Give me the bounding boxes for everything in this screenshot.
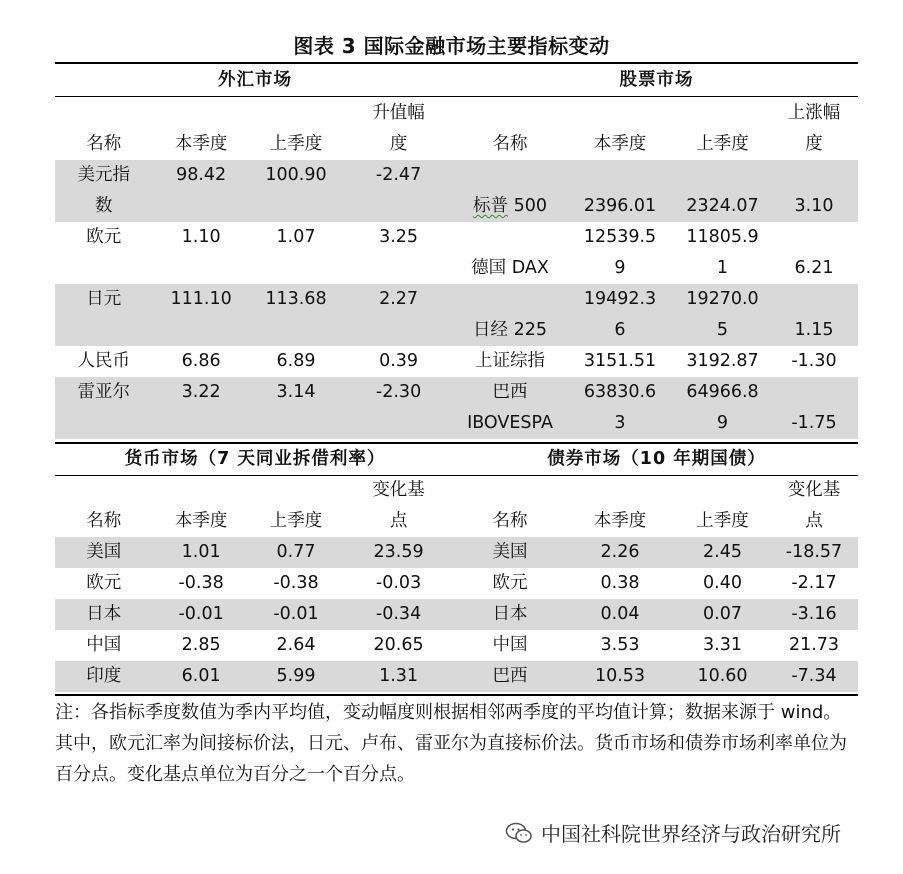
stock-cell-prev-cont: 9 [675,408,770,439]
stock-cell-cur: 63830.6 [565,377,675,408]
table-row-cont [455,408,858,439]
table-row [55,599,455,630]
stock-header-cur: 本季度 [593,134,647,154]
bond-cell-cur: 3.53 [600,635,640,655]
bond-cell-name: 欧元 [492,573,528,593]
table-row [455,599,858,630]
table-row [55,160,455,191]
bond-cell-cur: 10.53 [565,661,675,692]
fx-cell-name: 美元指 [55,160,152,191]
fx-cell-name-cont [55,253,152,284]
stock-cell-change: 3.10 [770,191,858,222]
money-cell-cur: 1.01 [152,537,249,568]
fx-cell-name: 欧元 [86,227,122,247]
stock-section-title: 股票市场 [619,70,694,90]
stock-header-change-2: 度 [805,134,823,154]
money-header-change-1: 变化基 [372,480,425,500]
fx-cell-name: 人民币 [77,351,130,371]
stock-table [455,98,858,439]
money-header-prev: 上季度 [269,511,323,531]
wechat-icon [505,821,533,845]
fx-cell-name: 雷亚尔 [55,377,152,408]
stock-cell-prev-cont: 1 [716,258,729,278]
bond-cell-cur: 0.04 [565,599,675,630]
fx-cell-change: 2.27 [342,284,455,315]
money-cell-prev: -0.01 [250,599,342,630]
spellcheck-underline: 标普 [473,196,509,216]
bond-cell-prev: 2.45 [675,537,770,568]
table-row [55,222,455,253]
fx-cell-change: 0.39 [379,351,419,371]
money-cell-name: 欧元 [86,573,122,593]
table-row [55,630,455,661]
table-row [55,346,455,377]
money-header-cur: 本季度 [174,511,228,531]
stock-cell-name [455,160,565,191]
fx-cell-cur: 6.86 [181,351,221,371]
stock-cell-cur: 3151.51 [583,351,657,371]
money-cell-name: 日本 [55,599,152,630]
table-row [55,568,455,599]
fx-table-wrap [55,98,455,439]
money-cell-change: 23.59 [342,537,455,568]
money-cell-change: -0.34 [342,599,455,630]
money-cell-cur: -0.01 [152,599,249,630]
bond-header-change-1: 变化基 [787,480,841,500]
stock-cell-name-cont [455,191,565,222]
stock-cell-cur: 19492.3 [565,284,675,315]
table-row [55,661,455,692]
money-cell-cur: 2.85 [181,635,221,655]
bond-cell-name: 中国 [492,635,528,655]
stock-cell-cur [565,160,675,191]
bond-cell-prev: 0.40 [703,573,742,593]
table-row-cont [55,191,455,222]
fx-cell-change: 3.25 [379,227,419,247]
table-row [455,661,858,692]
stock-cell-name-cont: 日经 225 [455,315,565,346]
table-row [55,284,455,315]
bottom-rule [55,694,858,696]
fx-cell-change: -2.30 [342,377,455,408]
money-section-title: 货币市场（7 天同业拆借利率） [124,449,386,469]
money-cell-cur: 6.01 [152,661,249,692]
bond-section-title: 债券市场（10 年期国债） [547,449,766,469]
fx-cell-prev: 113.68 [250,284,342,315]
fx-cell-prev: 1.07 [276,227,316,247]
stock-cell-name [455,222,565,253]
table-row-cont [55,253,455,284]
bond-header-prev: 上季度 [696,511,749,531]
stock-name-rest: 500 [508,196,547,216]
stock-cell-change: 6.21 [794,258,834,278]
stock-cell-name: 巴西 [455,377,565,408]
fx-cell-name-cont [55,315,152,346]
table-row [455,284,858,315]
table-row [455,630,858,661]
stock-cell-prev: 3192.87 [686,351,759,371]
money-cell-cur: -0.38 [178,573,224,593]
money-cell-name: 中国 [86,635,122,655]
fx-header-change-1: 升值幅 [372,103,425,123]
bond-header-change-2: 点 [805,511,823,531]
money-header-name: 名称 [86,511,122,531]
stock-cell-name: 上证综指 [475,351,545,371]
stock-cell-name [455,284,565,315]
money-cell-name: 印度 [55,661,152,692]
watermark-text: 中国社科院世界经济与政治研究所 [541,822,841,846]
table-row-cont [455,315,858,346]
fx-cell-prev: 100.90 [250,160,342,191]
fx-cell-name-cont [55,408,152,439]
stock-cell-name-cont: IBOVESPA [455,408,565,439]
money-cell-prev: 2.64 [276,635,316,655]
stock-cell-cur-cont: 9 [614,258,626,278]
fx-header-change-2: 度 [389,134,408,154]
stock-cell-change: 1.15 [770,315,858,346]
table-row [455,222,858,253]
money-header-change-2: 点 [389,511,408,531]
bond-cell-change: -7.34 [770,661,858,692]
table-row-cont [455,253,858,284]
money-cell-change: -0.03 [375,573,422,593]
table-row-cont [455,191,858,222]
fx-cell-change: -2.47 [342,160,455,191]
stock-cell-cur-cont: 2396.01 [565,191,675,222]
table-note: 注：各指标季度数值为季内平均值，变动幅度则根据相邻两季度的平均值计算；数据来源于 wind。其中，欧元汇率为间接标价法，日元、卢布、雷亚尔为直接标价法。货币市场和债券市场利率单位为百分点。变化基点单位为百分之一个百分点。 [55,702,847,785]
stock-cell-change: -1.30 [791,351,837,371]
money-cell-change: 1.31 [342,661,455,692]
money-cell-prev: 5.99 [250,661,342,692]
fx-header-name: 名称 [86,134,122,154]
fx-cell-cur: 3.22 [152,377,249,408]
fx-cell-prev: 6.89 [276,351,316,371]
stock-cell-cur: 12539.5 [583,227,657,247]
rule-under-section-titles [55,96,858,97]
bond-cell-change: -18.57 [770,537,858,568]
bond-table [455,475,858,692]
bond-cell-change: 21.73 [788,635,840,655]
table-row [455,346,858,377]
bond-cell-prev: 0.07 [675,599,770,630]
fx-header-cur: 本季度 [174,134,228,154]
bond-cell-cur: 2.26 [565,537,675,568]
table-row [455,160,858,191]
money-cell-name: 美国 [55,537,152,568]
table-row-cont [55,315,455,346]
stock-cell-prev [675,160,770,191]
bond-cell-name: 美国 [455,537,565,568]
money-cell-change: 20.65 [373,635,424,655]
stock-cell-prev: 19270.0 [675,284,770,315]
fx-cell-cur: 98.42 [152,160,249,191]
stock-header-change-1: 上涨幅 [787,103,841,123]
stock-cell-prev-cont: 2324.07 [675,191,770,222]
bond-cell-change: -2.17 [791,573,837,593]
bond-cell-name: 日本 [455,599,565,630]
bond-cell-name: 巴西 [455,661,565,692]
money-cell-prev: 0.77 [250,537,342,568]
money-cell-prev: -0.38 [273,573,319,593]
money-table [55,475,455,692]
bond-header-name: 名称 [492,511,528,531]
bond-cell-prev: 10.60 [675,661,770,692]
fx-header-prev: 上季度 [269,134,323,154]
top-rule [55,62,858,64]
stock-cell-prev-cont: 5 [675,315,770,346]
fx-cell-cur: 111.10 [152,284,249,315]
fx-cell-prev: 3.14 [250,377,342,408]
table-row [55,377,455,408]
bond-cell-prev: 3.31 [703,635,742,655]
stock-cell-prev: 11805.9 [686,227,759,247]
table-row-cont [55,408,455,439]
bond-table-wrap [455,475,858,692]
fx-cell-name-cont: 数 [55,191,152,222]
fx-cell-cur: 1.10 [181,227,221,247]
stock-table-wrap [455,98,858,439]
fx-table [55,98,455,439]
table-row [455,537,858,568]
stock-cell-cur-cont: 6 [565,315,675,346]
money-table-wrap [55,475,455,692]
fx-section-title: 外汇市场 [218,70,292,90]
bond-header-cur: 本季度 [593,511,647,531]
watermark [505,818,841,847]
bond-cell-cur: 0.38 [600,573,640,593]
table-row [455,377,858,408]
table-row [55,537,455,568]
bond-cell-change: -3.16 [770,599,858,630]
stock-cell-cur-cont: 3 [565,408,675,439]
fx-cell-name: 日元 [55,284,152,315]
stock-header-name: 名称 [492,134,528,154]
table-row [455,568,858,599]
stock-cell-name-cont: 德国 DAX [471,258,549,278]
figure-title: 图表 3 国际金融市场主要指标变动 [293,34,610,58]
stock-cell-prev: 64966.8 [675,377,770,408]
stock-cell-change: -1.75 [770,408,858,439]
stock-header-prev: 上季度 [696,134,749,154]
